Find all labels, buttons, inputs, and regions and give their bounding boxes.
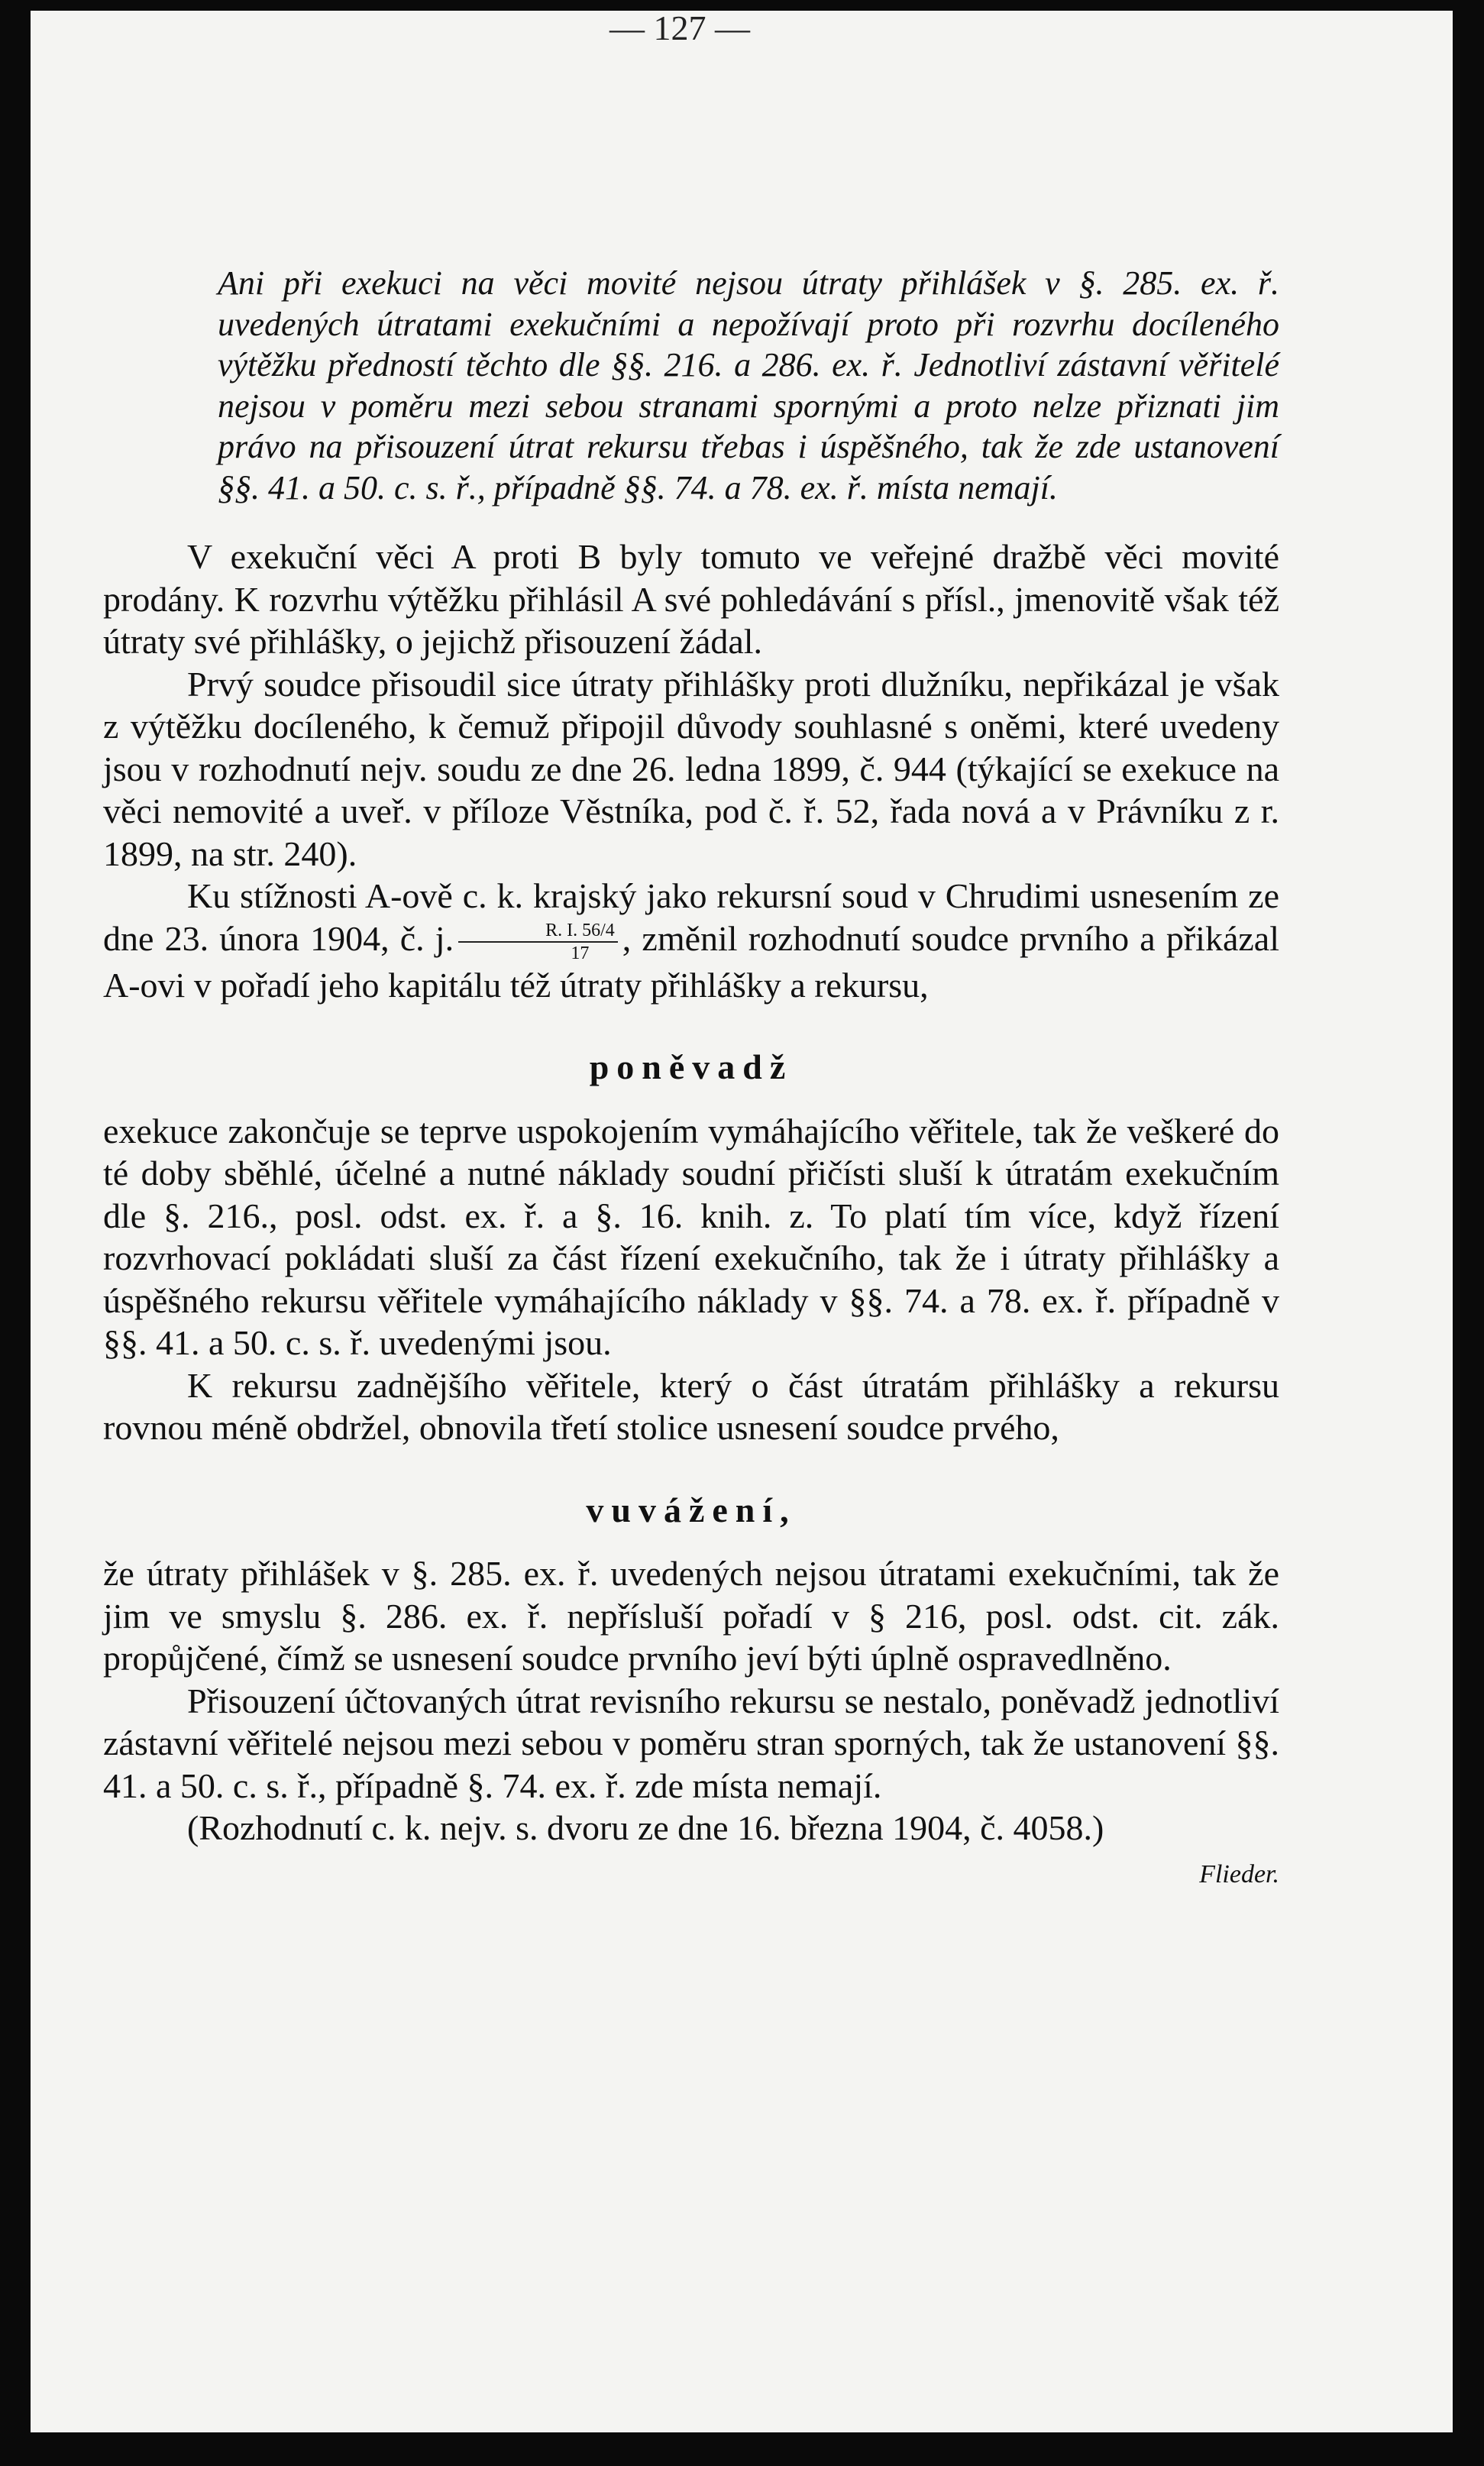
paragraph-appeal-text: Ku stížnosti A-ově c. k. krajský jako rekursní soud v Chrudimi usnesením ze dne 23. února 1904, č. j. bbox=[103, 876, 1279, 958]
case-number-denominator: 17 bbox=[571, 943, 590, 963]
keyword-ponevadz: poněvadž bbox=[589, 1047, 794, 1087]
paragraph-third-instance: K rekursu zadnějšího věřitele, který o část útratám přihlášky a rekursu rovnou méně obdržel, obnovila třetí stolice usnesení soudce prvého, bbox=[103, 1365, 1279, 1448]
paragraph-consideration: že útraty přihlášek v §. 285. ex. ř. uvedených nejsou útratami exekučními, tak že jim ve smyslu §. 286. ex. ř. nepřísluší pořadí v § 216, posl. odst. cit. zák. propůjčené, čímž se usnesení soudce prvního jeví býti úplně ospravedlněno. bbox=[103, 1554, 1279, 1678]
page-content bbox=[103, 191, 1279, 1889]
keyword-v-uvazeni: vuvážení, bbox=[586, 1490, 797, 1529]
headnote: Ani při exekuci na věci movité nejsou útraty přihlášek v §. 285. ex. ř. uvedených útratami exekučními a nepožívají proto při rozvrhu docíleného výtěžku předností těchto dle §§. 216. a 286. ex. ř. Jednotliví zástavní věřitelé nejsou v poměru mezi sebou stranami spornými a proto nelze přiznati jim právo na přisouzení útrat rekursu třebas i úspěšného, tak že zde ustanovení §§. 41. a 50. c. s. ř., případně §§. 74. a 78. ex. ř. místa nemají. bbox=[218, 264, 1279, 506]
paragraph-appeal bbox=[103, 875, 1279, 1006]
paragraph-facts: V exekuční věci A proti B byly tomuto ve veřejné dražbě věci movité prodány. K rozvrhu výtěžku přihlásil A své pohledávání s přísl., jmenovitě však též útraty své přihlášky, o jejichž přisouzení žádal. bbox=[103, 537, 1279, 661]
closing bbox=[103, 1807, 1279, 1889]
case-number-numerator: R. I. 56/4 bbox=[458, 920, 618, 943]
document-page bbox=[31, 8, 1453, 2432]
paragraph-reasoning: exekuce zakončuje se teprve uspokojením vymáhajícího věřitele, tak že veškeré do té doby sběhlé, účelné a nutné náklady soudní přičísti sluší k útratám exekučním dle §. 216., posl. odst. ex. ř. a §. 16. knih. z. To platí tím více, když řízení rozvrhovací pokládati sluší za část řízení exekučního, tak že i útraty přihlášky a úspěšného rekursu věřitele vymáhajícího náklady v §§. 74. a 78. ex. ř. případně v §§. 41. a 50. c. s. ř. uvedenými jsou. bbox=[103, 1111, 1279, 1363]
case-number-fraction bbox=[458, 920, 618, 964]
paragraph-citation: (Rozhodnutí c. k. nejv. s. dvoru ze dne 16. března 1904, č. 4058.) bbox=[187, 1808, 1104, 1848]
author-signature: Flieder. bbox=[1199, 1859, 1279, 1888]
paragraph-first-instance: Prvý soudce přisoudil sice útraty přihlášky proti dlužníku, nepřikázal je však z výtěžku docíleného, k čemuž připojil důvody souhlasné s oněmi, které uvedeny jsou v rozhodnutí nejv. soudu ze dne 26. ledna 1899, č. 944 (týkající se exekuce na věci nemovité a uveř. v příloze Věstníka, pod č. ř. 52, řada nová a v Právníku z r. 1899, na str. 240). bbox=[103, 664, 1279, 873]
paragraph-costs: Přisouzení účtovaných útrat revisního rekursu se nestalo, poněvadž jednotliví zástavní věřitelé nejsou mezi sebou v poměru stran sporných, tak že ustanovení §§. 41. a 50. c. s. ř., případně §. 74. ex. ř. zde místa nemají. bbox=[103, 1681, 1279, 1805]
page-number: — 127 — bbox=[609, 8, 750, 47]
paragraph-appeal-text-end: , změnil rozhodnutí soudce prvního a přikázal A-ovi v pořadí jeho kapitálu též útraty přihlášky a rekursu, bbox=[103, 918, 1279, 1005]
